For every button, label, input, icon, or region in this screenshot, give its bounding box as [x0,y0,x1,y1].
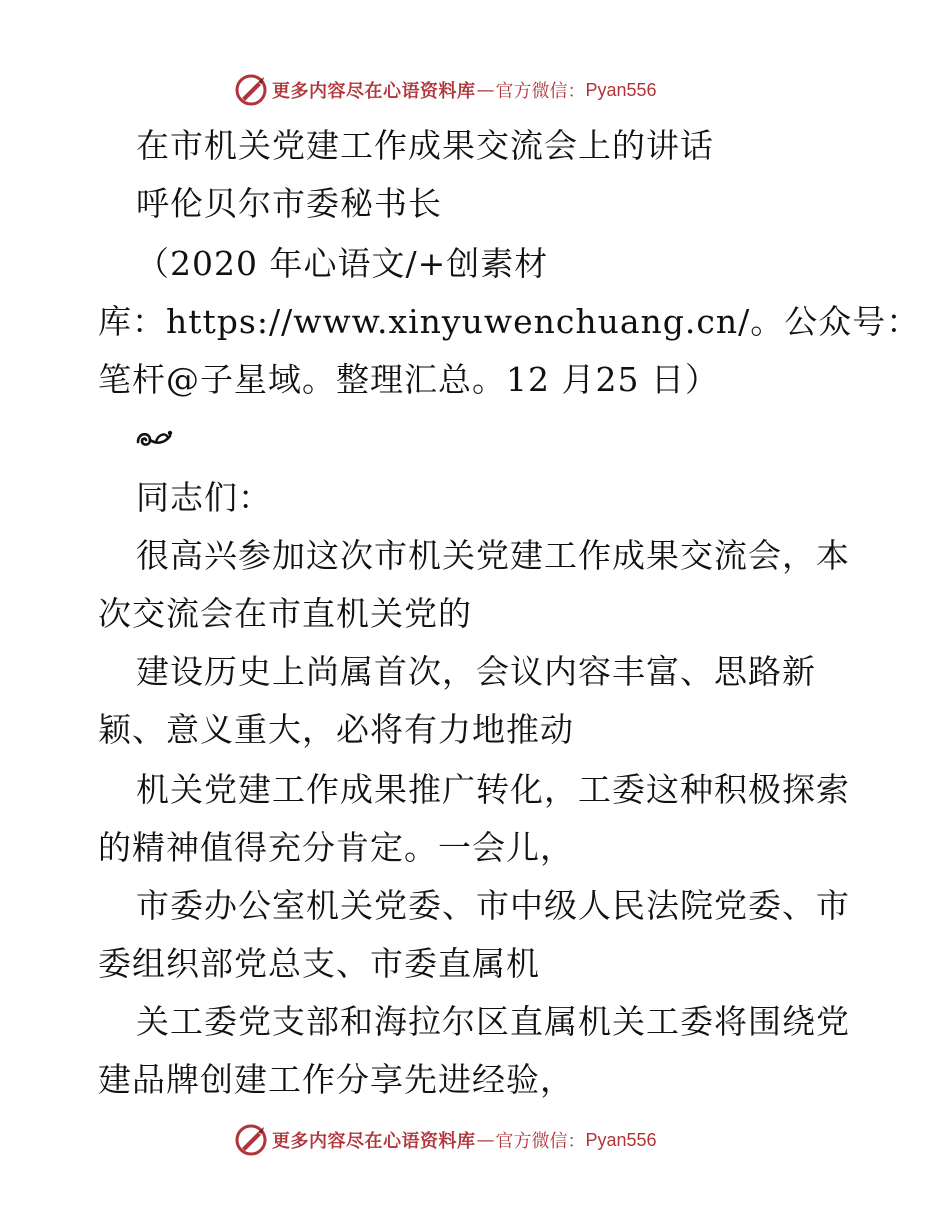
banner-wechat-label: 官方微信： [495,81,586,102]
body-line: 机关党建工作成果推广转化，工委这种积极探索 [136,770,850,809]
body-line: 委组织部党总支、市委直属机 [98,944,540,983]
footer-banner [234,1120,657,1160]
banner-slogan: 更多内容尽在心语资料库 [272,1131,476,1152]
greeting: 同志们： [136,478,272,517]
speaker-line: 呼伦贝尔市委秘书长 [136,184,442,223]
banner-dash: — [476,79,495,101]
source-line-1: （2020 年心语文/+创素材 [136,244,549,283]
body-line: 建品牌创建工作分享先进经验， [98,1060,574,1099]
document-title: 在市机关党建工作成果交流会上的讲话 [136,126,714,165]
quill-logo-icon [234,1123,268,1157]
source-line-3: 笔杆@子星域。整理汇总。12 月25 日） [98,360,719,399]
source-line-2: 库：https://www.xinyuwenchuang.cn/。公众号： [98,302,921,341]
body-line: 关工委党支部和海拉尔区直属机关工委将围绕党 [136,1002,850,1041]
body-line: 建设历史上尚属首次，会议内容丰富、思路新 [136,652,816,691]
banner-wechat-id: Pyan556 [585,79,657,100]
banner-wechat-label: 官方微信： [495,1131,586,1152]
body-line: 市委办公室机关党委、市中级人民法院党委、市 [136,886,850,925]
banner-dash: — [476,1129,495,1151]
banner-slogan: 更多内容尽在心语资料库 [272,81,476,102]
floral-ornament-icon [134,420,174,456]
banner-wechat-id: Pyan556 [585,1129,657,1150]
body-line: 次交流会在市直机关党的 [98,594,472,633]
body-line: 颖、意义重大，必将有力地推动 [98,710,574,749]
header-banner [234,70,657,110]
quill-logo-icon [234,73,268,107]
body-line: 的精神值得充分肯定。一会儿， [98,828,574,867]
body-line: 很高兴参加这次市机关党建工作成果交流会，本 [136,536,850,575]
